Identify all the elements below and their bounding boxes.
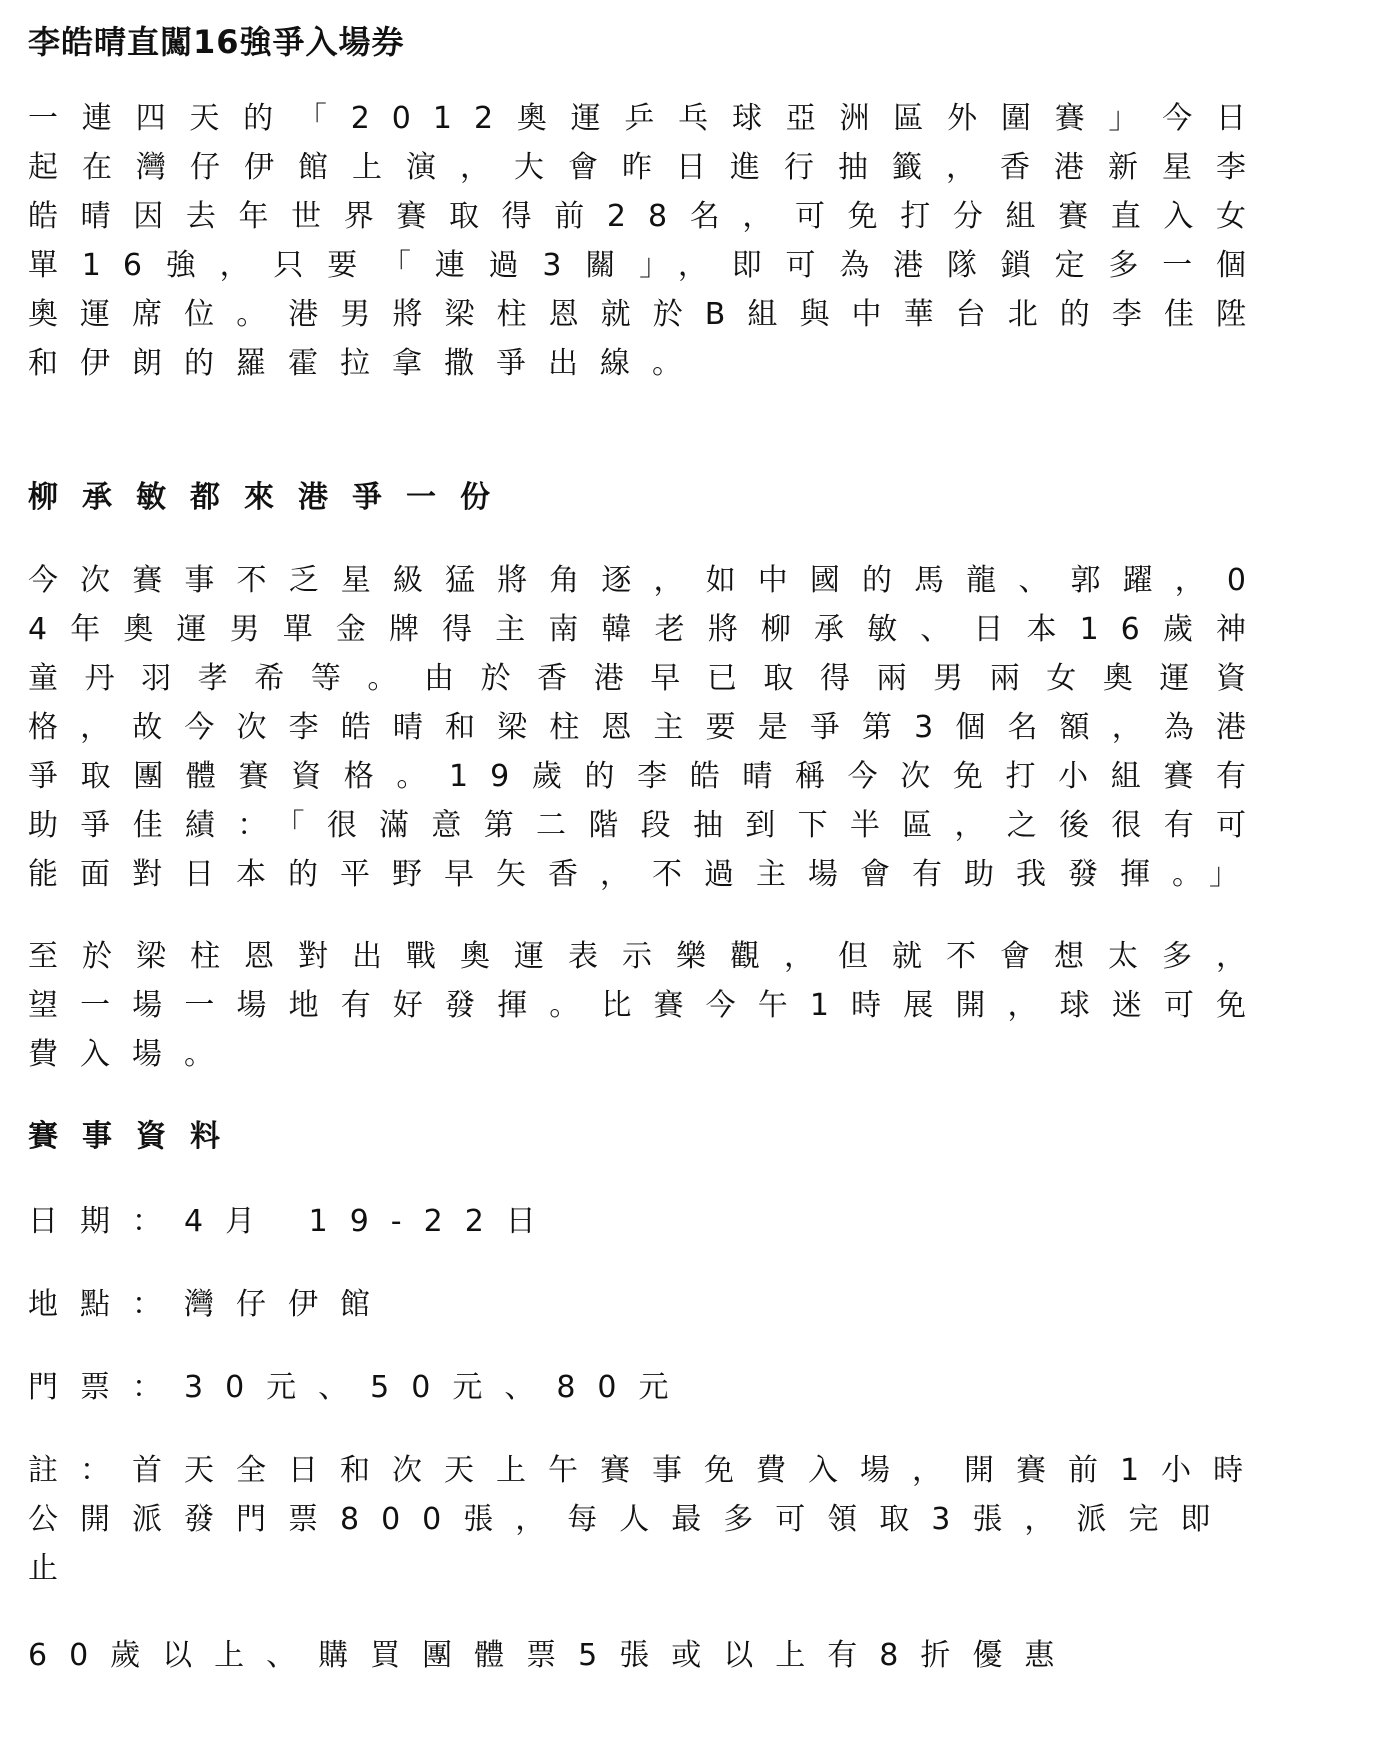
article-page bbox=[28, 18, 1348, 1680]
article-paragraph-outlook: 至於梁柱恩對出戰奧運表示樂觀，但就不會想太多，望一場一場地有好發揮。比賽今午1時展開，球迷可免費入場。 bbox=[28, 939, 1268, 1072]
article-subheading: 柳承敏都來港爭一份 bbox=[28, 480, 514, 515]
article-paragraph-intro: 一連四天的「2012奧運乒乓球亞洲區外圍賽」今日起在灣仔伊館上演，大會昨日進行抽籤，香港新星李皓晴因去年世界賽取得前28名，可免打分組賽直入女單16強，只要「連過3關」，即可為港隊鎖定多一個奧運席位。港男將梁柱恩就於B組與中華台北的李佳陞和伊朗的羅霍拉拿撒爭出線。 bbox=[28, 101, 1268, 381]
article-paragraph-players: 今次賽事不乏星級猛將角逐，如中國的馬龍、郭躍，04年奧運男單金牌得主南韓老將柳承敏、日本16歲神童丹羽孝希等。由於香港早已取得兩男兩女奧運資格，故今次李皓晴和梁柱恩主要是爭第3個名額，為港爭取團體賽資格。19歲的李皓晴稱今次免打小組賽有助爭佳績：「很滿意第二階段抽到下半區，之後很有可能面對日本的平野早矢香，不過主場會有助我發揮。」 bbox=[28, 563, 1268, 892]
event-note: 註：首天全日和次天上午賽事免費入場，開賽前1小時公開派發門票800張，每人最多可領取3張，派完即止 bbox=[28, 1453, 1266, 1586]
event-venue: 地點：灣仔伊館 bbox=[28, 1287, 392, 1322]
event-discount: 60歲以上、購買團體票5張或以上有8折優惠 bbox=[28, 1638, 1077, 1673]
event-info-heading: 賽事資料 bbox=[28, 1119, 244, 1154]
event-tickets: 門票：30元、50元、80元 bbox=[28, 1370, 691, 1405]
article-title: 李皓晴直闖16強爭入場券 bbox=[28, 23, 405, 61]
event-date: 日期：4月 19-22日 bbox=[28, 1204, 558, 1239]
